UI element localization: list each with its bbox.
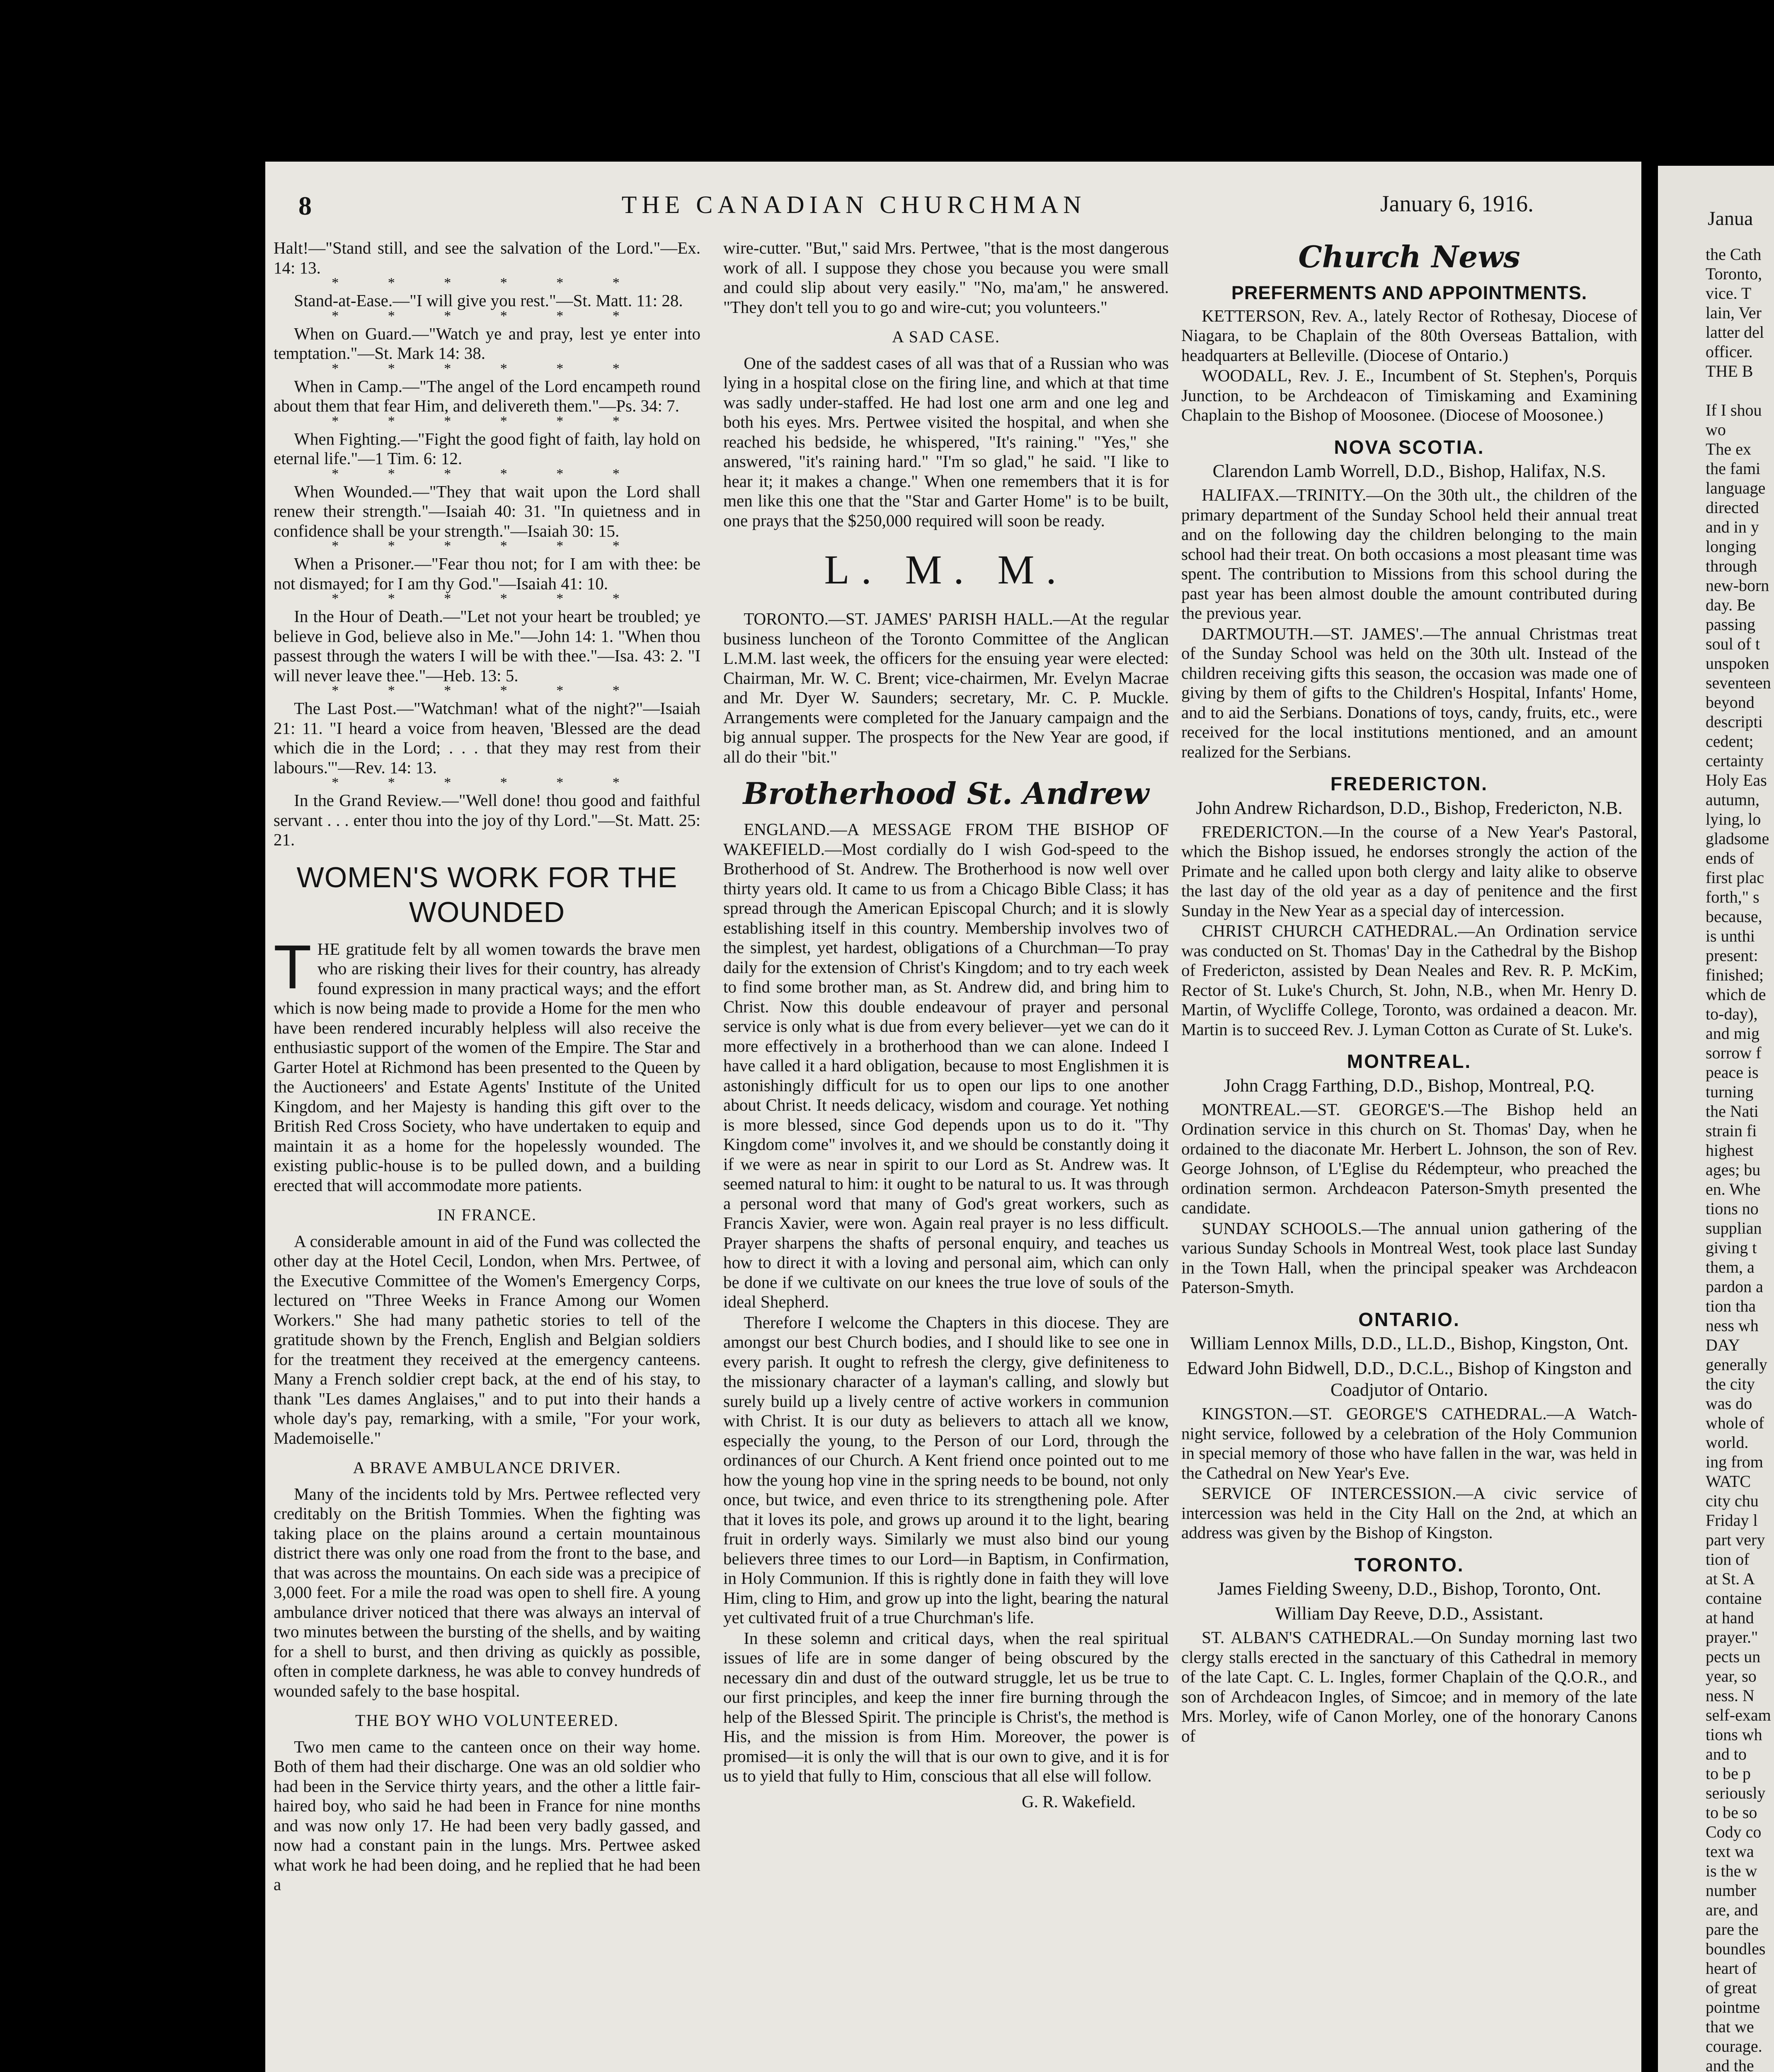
sad-case-paragraph: One of the saddest cases of all was that of a Russian who was lying in a hospital close on the firing line, and which at that time was sadly under-staffed. He had lost one arm and one leg and both his eyes. Mrs. Pertwee visited the hospital, and when she reached his bedside, he whispered, "It's raining." "Yes," she answered, "it's raining hard." "I'm so glad," he said. "I like to hear it; it makes a change." When one remembers that it is for men like this one that the "Star and Garter Home" is to be built, one prays that the $250,000 required will soon be ready.	[723, 353, 1169, 530]
adjacent-line: generally	[1706, 1355, 1767, 1374]
boy-volunteered-heading: THE BOY WHO VOLUNTEERED.	[355, 1711, 619, 1730]
adjacent-line: cedent;	[1706, 732, 1754, 750]
adjacent-page-text	[1706, 244, 1774, 2072]
sad-case-heading: A SAD CASE.	[892, 327, 1000, 346]
star-separator: * * * * * *	[332, 466, 642, 482]
adjacent-line: peace is	[1706, 1063, 1759, 1082]
adjacent-line: year, so	[1706, 1667, 1757, 1685]
adjacent-line: new-born	[1706, 576, 1769, 595]
boy-volunteered-paragraph: Two men came to the canteen once on their way home. Both of them had their discharge. One was an old soldier who had been in the Service thirty years, and the other a little fair-haired boy, who said he had been in France for nine months and was now only 17. He had been very badly gassed, and now had a constant pain in the lungs. Mrs. Pertwee asked what work he had been doing, and he replied that he had been a	[274, 1737, 700, 1894]
fredericton-heading: FREDERICTON.	[1330, 773, 1488, 794]
adjacent-line: descripti	[1706, 712, 1763, 731]
adjacent-line: the Cath	[1706, 245, 1762, 264]
adjacent-line: was do	[1706, 1394, 1752, 1413]
adjacent-line: self-exam	[1706, 1706, 1771, 1724]
star-separator: * * * * * *	[332, 275, 642, 290]
preferment-ketterson: KETTERSON, Rev. A., lately Rector of Rothesay, Diocese of Niagara, to be Chaplain of the 80th Overseas Battalion, with headquarters at Belleville. (Diocese of Ontario.)	[1181, 306, 1637, 365]
fredericton-bishop: John Andrew Richardson, D.D., Bishop, Fredericton, N.B.	[1196, 797, 1623, 818]
adjacent-line: unspoken	[1706, 654, 1769, 673]
ontario-bishop: William Lennox Mills, D.D., LL.D., Bishop, Kingston, Ont.	[1190, 1333, 1629, 1353]
adjacent-line: ness wh	[1706, 1316, 1759, 1335]
adjacent-line: through	[1706, 557, 1757, 575]
verse-0: Halt!—"Stand still, and see the salvation of the Lord."—Ex. 14: 13.	[274, 238, 700, 277]
adjacent-line: supplian	[1706, 1219, 1762, 1237]
adjacent-line: to be so	[1706, 1803, 1757, 1822]
verse-3: When in Camp.—"The angel of the Lord encampeth round about them that fear Him, and delivereth them."—Ps. 34: 7.	[274, 376, 700, 415]
womens-work-paragraph	[274, 932, 700, 1196]
page-header	[274, 191, 1625, 228]
microfilm-border	[0, 0, 1774, 162]
adjacent-line: en. Whe	[1706, 1180, 1761, 1198]
verse-9: In the Grand Review.—"Well done! thou good and faithful servant . . . enter thou into the joy of thy Lord."—St. Matt. 25: 21.	[274, 791, 700, 849]
adjacent-line: tions wh	[1706, 1725, 1762, 1744]
adjacent-line: the fami	[1706, 459, 1761, 478]
adjacent-line: seventeen	[1706, 673, 1771, 692]
adjacent-line: Holy Eas	[1706, 771, 1767, 789]
adjacent-line: WATC	[1706, 1472, 1751, 1491]
adjacent-line: Friday l	[1706, 1511, 1758, 1530]
lmm-paragraph: TORONTO.—ST. JAMES' PARISH HALL.—At the regular business luncheon of the Toronto Committee of the Anglican L.M.M. last week, the officers for the ensuing year were elected: Chairman, Mr. W. C. Brent; vice-chairmen, Mr. Evelyn Macrae and Mr. Dyer W. Saunders; secretary, Mr. C. P. Muckle. Arrangements were completed for the January campaign and the big annual supper. The prospects for the New Year are good, if all do their "bit."	[723, 609, 1169, 766]
womens-work-text: HE gratitude felt by all women towards the brave men who are risking their lives for their country, has already found expression in many practical ways; and the effort which is now being made to provide a Home for the men who have been rendered incurably helpless will also receive the enthusiastic support of the women of the Empire. The Star and Garter Hotel at Richmond has been presented to the Queen by the Auctioneers' and Estate Agents' Institute of the United Kingdom, and her Majesty is handing this gift over to the British Red Cross Society, who have undertaken to equip and maintain it as a home for the hopelessly wounded. The existing public-house is to be pulled down, and a building erected that will accommodate more patients.	[274, 939, 700, 1195]
adjacent-line: and the	[1706, 2056, 1754, 2072]
drop-cap: T	[274, 932, 312, 1002]
column-2	[723, 238, 1169, 2072]
adjacent-line: latter del	[1706, 323, 1764, 341]
montreal-heading: MONTREAL.	[1347, 1051, 1472, 1072]
adjacent-line: text wa	[1706, 1842, 1754, 1861]
adjacent-line: The ex	[1706, 440, 1751, 458]
adjacent-line: autumn,	[1706, 790, 1759, 809]
adjacent-line: pardon a	[1706, 1277, 1763, 1296]
ambulance-driver-paragraph: Many of the incidents told by Mrs. Pertwee reflected very creditably on the British Tommies. When the fighting was taking place on the plains around a certain mountainous district there was only one road from the front to the base, and that was across the mountains. On each side was a precipice of 3,000 feet. For a mile the road was open to shell fire. A young ambulance driver noticed that there was always an interval of two minutes between the bursting of the shells, and by waiting for a shell to burst, and then driving as quickly as possible, often in complete darkness, he was able to convey hundreds of wounded safely to the base hospital.	[274, 1484, 700, 1700]
adjacent-line: of great	[1706, 1978, 1757, 1997]
adjacent-line: officer.	[1706, 342, 1753, 361]
star-separator: * * * * * *	[332, 538, 642, 554]
verse-5: When Wounded.—"They that wait upon the Lord shall renew their strength."—Isaiah 40: 31. "In quietness and in confidence shall be your strength."—Isaiah 30: 15.	[274, 482, 700, 540]
adjacent-line: is the w	[1706, 1861, 1757, 1880]
in-france-heading: IN FRANCE.	[437, 1205, 537, 1224]
star-separator: * * * * * *	[332, 591, 642, 606]
adjacent-line: the Nati	[1706, 1102, 1759, 1121]
adjacent-line: ness. N	[1706, 1686, 1755, 1705]
adjacent-line: passing	[1706, 615, 1755, 634]
adjacent-line: giving t	[1706, 1238, 1757, 1257]
verse-2: When on Guard.—"Watch ye and pray, lest ye enter into temptation."—St. Mark 14: 38.	[274, 324, 700, 363]
adjacent-line: boundles	[1706, 1939, 1766, 1958]
publication-title: THE CANADIAN CHURCHMAN	[621, 191, 1086, 218]
adjacent-line: strain fi	[1706, 1121, 1757, 1140]
verse-8: The Last Post.—"Watchman! what of the night?"—Isaiah 21: 11. "I heard a voice from heaven, 'Blessed are the dead which die in the Lord; . . . that they may rest from their labours.'"—Rev. 14: 13.	[274, 699, 700, 777]
adjacent-line: to-day),	[1706, 1005, 1758, 1023]
dartmouth-paragraph: DARTMOUTH.—ST. JAMES'.—The annual Christmas treat of the Sunday School was held on the 30th ult. Instead of the children receiving gifts this season, the occasion was made one of giving by them of gifts to the Children's Hospital, Infants' Home, and to aid the Serbians. Donations of toys, candy, fruits, etc., were received for the local institutions mentioned, and an amount realized for the Serbians.	[1181, 624, 1637, 761]
adjacent-line: is unthi	[1706, 927, 1755, 945]
adjacent-line: tion tha	[1706, 1297, 1756, 1315]
adjacent-line: whole of	[1706, 1414, 1764, 1432]
montreal-bishop: John Cragg Farthing, D.D., Bishop, Montreal, P.Q.	[1224, 1075, 1595, 1096]
adjacent-line: them, a	[1706, 1258, 1755, 1276]
star-separator: * * * * * *	[332, 683, 642, 698]
star-separator: * * * * * *	[332, 308, 642, 324]
adjacent-line: pointme	[1706, 1998, 1760, 2016]
adjacent-line: Toronto,	[1706, 264, 1762, 283]
continued-paragraph: wire-cutter. "But," said Mrs. Pertwee, "that is the most dangerous work of all. I suppose they chose you because you were small and could slip about very easily." "No, ma'am," he answered. "They don't tell you to go and wire-cut; you volunteers."	[723, 238, 1169, 317]
brotherhood-paragraph-1: ENGLAND.—A MESSAGE FROM THE BISHOP OF WAKEFIELD.—Most cordially do I wish God-speed to the Brotherhood of St. Andrew. The Brotherhood is now well over thirty years old. It came to us from a Chicago Bible Class; it has spread through the American Episcopal Church; and it is slowly establishing itself in this country. Membership involves two of the simplest, yet hardest, obligations of a Churchman—To pray daily for the extension of Christ's Kingdom; and to try each week to find some brother man, as St. Andrew did, and bring him to Christ. Now this double endeavour of prayer and personal service is only what is due from every believer—yet we can do it more effectively in a brotherhood than we can alone. Indeed I have called it a hard obligation, because to most Englishmen it is astonishingly difficult for us to open our lips to one another about Christ. It needs delicacy, wisdom and courage. Yet nothing is more blessed, since God depends upon us to do it. "Thy Kingdom come" involves it, and we should be constantly doing it if we were as near in spirit to our Lord as St. Andrew was. It seemed natural to him: it ought to be natural to us. It was through a personal word that many of God's great workers, such as Francis Xavier, were won. Again real prayer is no less difficult. Prayer sharpens the shafts of personal enquiry, and teaches us how to direct it with a loving and personal aim, which can only be done if we cultivate on our knees the true love of souls of the ideal Shepherd.	[723, 820, 1169, 1311]
brotherhood-paragraph-2: Therefore I welcome the Chapters in this diocese. They are amongst our best Church bodies, and I should like to see one in every parish. It ought to refresh the clergy, give definiteness to the missionary character of a layman's calling, and slowly but surely build up a lively centre of active workers in communion with Christ. It is our duty as believers to attach all we know, especially the young, to the Person of our Lord, through the ordinances of our Church. A Kent friend once pointed out to me how the young hop vine in the spring needs to be bound, not only once, but twice, and even thrice to its strengthening pole. After that it loves its pole, and grows up around it to the light, bearing fruit in orderly ways. Similarly we must also bind our young believers three times to our Lord—in Baptism, in Confirmation, in Holy Communion. If this is rightly done in faith they will love Him, cling to Him, and grow up into the light, bearing the natural yet cultivated fruit of a true Churchman's life.	[723, 1312, 1169, 1627]
nova-scotia-bishop: Clarendon Lamb Worrell, D.D., Bishop, Halifax, N.S.	[1212, 461, 1606, 481]
adjacent-line: part very	[1706, 1530, 1765, 1549]
adjacent-line: and mig	[1706, 1024, 1759, 1043]
lmm-heading: L. M. M.	[824, 547, 1068, 593]
brotherhood-paragraph-3: In these solemn and critical days, when the real spiritual issues of life are in some danger of being obscured by the necessary din and dust of the outward struggle, let us be true to our first principles, and keep the inner fire burning through the help of the Blessed Spirit. The principle is Christ's, the method is His, and the mission is from Him. Moreover, the power is promised—it is only the will that is our own to give, and it is for us to yield that fully to Him, conscious that all else will follow.	[723, 1628, 1169, 1785]
adjacent-line: at hand	[1706, 1608, 1754, 1627]
adjacent-line: turning	[1706, 1082, 1754, 1101]
kingston-paragraph: KINGSTON.—ST. GEORGE'S CATHEDRAL.—A Watch-night service, followed by a celebration of the Holy Communion in special memory of those who have fallen in the war, was held in the Cathedral on New Year's Eve.	[1181, 1404, 1637, 1482]
adjacent-line: ing from	[1706, 1452, 1763, 1471]
adjacent-line: directed	[1706, 498, 1759, 517]
adjacent-line: certainty	[1706, 751, 1764, 770]
halifax-paragraph: HALIFAX.—TRINITY.—On the 30th ult., the children of the primary department of the Sunday School held their annual treat and on the following day the children belonging to the main school had their treat. On both occasions a most pleasant time was spent. The contribution to Missions from this school during the past year has been almost double the amount contributed during the previous year.	[1181, 485, 1637, 622]
star-separator: * * * * * *	[332, 775, 642, 790]
toronto-bishop: James Fielding Sweeny, D.D., Bishop, Toronto, Ont.	[1217, 1578, 1601, 1599]
column-3	[1181, 238, 1637, 2072]
adjacent-line: DAY	[1706, 1336, 1740, 1354]
adjacent-line: that we	[1706, 2017, 1754, 2036]
adjacent-line: number	[1706, 1881, 1757, 1900]
church-news-heading: Church News	[1298, 239, 1520, 274]
ontario-coadjutor: Edward John Bidwell, D.D., D.C.L., Bishop of Kingston and Coadjutor of Ontario.	[1187, 1358, 1632, 1400]
womens-work-heading: WOMEN'S WORK FOR THE WOUNDED	[296, 861, 678, 928]
adjacent-line: longing	[1706, 537, 1757, 556]
adjacent-line: courage.	[1706, 2037, 1762, 2055]
scripture-verses	[274, 238, 700, 850]
adjacent-line: sorrow f	[1706, 1043, 1762, 1062]
adjacent-line: Cody co	[1706, 1823, 1762, 1841]
verse-4: When Fighting.—"Fight the good fight of faith, lay hold on eternal life."—1 Tim. 6: 12.	[274, 429, 700, 468]
adjacent-line: present:	[1706, 946, 1758, 965]
adjacent-line: and to	[1706, 1745, 1747, 1763]
adjacent-line: prayer."	[1706, 1628, 1758, 1646]
adjacent-line: and in y	[1706, 518, 1759, 536]
adjacent-line: lain, Ver	[1706, 303, 1762, 322]
adjacent-line: vice. T	[1706, 284, 1752, 303]
adjacent-line: pare the	[1706, 1920, 1759, 1939]
adjacent-line: day. Be	[1706, 595, 1755, 614]
sunday-schools-paragraph: SUNDAY SCHOOLS.—The annual union gathering of the various Sunday Schools in Montreal West, took place last Sunday in the Town Hall, when the principal speaker was Archdeacon Paterson-Smyth.	[1181, 1218, 1637, 1297]
adjacent-line: pects un	[1706, 1647, 1761, 1666]
adjacent-line: containe	[1706, 1589, 1762, 1607]
verse-7: In the Hour of Death.—"Let not your heart be troubled; ye believe in God, believe also in Me."—John 14: 1. "When thou passest through the waters I will be with thee."—Isa. 43: 2. "I will never leave thee."—Heb. 13: 5.	[274, 607, 700, 685]
star-separator: * * * * * *	[332, 361, 642, 376]
adjacent-line: wo	[1706, 420, 1726, 439]
ontario-heading: ONTARIO.	[1358, 1308, 1460, 1330]
intercession-paragraph: SERVICE OF INTERCESSION.—A civic service of intercession was held in the City Hall on the 2nd, at which an address was given by the Bishop of Kingston.	[1181, 1484, 1637, 1542]
christ-church-paragraph: CHRIST CHURCH CATHEDRAL.—An Ordination service was conducted on St. Thomas' Day in the Cathedral by the Bishop of Fredericton, assisted by Dean Neales and Rev. R. P. McKim, Rector of St. Luke's Church, St. John, N.B., when Mr. Henry D. Martin, of Wycliffe College, Toronto, was ordained a deacon. Mr. Martin is to succeed Rev. J. Lyman Cotton as Curate of St. Luke's.	[1181, 921, 1637, 1039]
montreal-paragraph: MONTREAL.—ST. GEORGE'S.—The Bishop held an Ordination service in this church on St. Thomas' Day, when he ordained to the diaconate Mr. Herbert L. Johnson, the son of Rev. George Johnson, of L'Eglise du Rédempteur, who preached the ordination sermon. Archdeacon Paterson-Smyth presented the candidate.	[1181, 1099, 1637, 1217]
adjacent-line: THE B	[1706, 362, 1753, 380]
page-number: 8	[298, 191, 312, 220]
preferment-woodall: WOODALL, Rev. J. E., Incumbent of St. Stephen's, Porquis Junction, to be Archdeacon of Timiskaming and Examining Chaplain to the Bishop of Moosonee. (Diocese of Moosonee.)	[1181, 366, 1637, 424]
ambulance-driver-heading: A BRAVE AMBULANCE DRIVER.	[353, 1458, 621, 1477]
toronto-heading: TORONTO.	[1354, 1554, 1464, 1576]
adjacent-line: which de	[1706, 985, 1766, 1004]
adjacent-line: highest	[1706, 1141, 1754, 1159]
adjacent-line: If I shou	[1706, 401, 1762, 419]
in-france-paragraph: A considerable amount in aid of the Fund was collected the other day at the Hotel Cecil, London, when Mrs. Pertwee, of the Executive Committee of the Women's Emergency Corps, lectured on "Three Weeks in France Among our Women Workers." She had many pathetic stories to tell of the gratitude shown by the French, English and Belgian soldiers for the treatment they received at the emergency canteens. Many a French soldier crept back, at the end of his stay, to thank "Les dames Anglaises," and to put into their hands a whole day's pay, remarking, with a smile, "For your work, Mademoiselle."	[274, 1231, 700, 1447]
toronto-assistant: William Day Reeve, D.D., Assistant.	[1275, 1603, 1544, 1624]
adjacent-line: gladsome	[1706, 829, 1769, 848]
adjacent-line: to be p	[1706, 1764, 1751, 1783]
verse-6: When a Prisoner.—"Fear thou not; for I am with thee: be not dismayed; for I am thy God."—Isaiah 41: 10.	[274, 554, 700, 593]
issue-date: January 6, 1916.	[1380, 191, 1534, 217]
adjacent-line: ages; bu	[1706, 1160, 1761, 1179]
adjacent-line: at St. A	[1706, 1569, 1755, 1588]
signature: G. R. Wakefield.	[1022, 1791, 1136, 1811]
adjacent-line: city chu	[1706, 1491, 1759, 1510]
adjacent-line: world.	[1706, 1433, 1749, 1452]
adjacent-line: ends of	[1706, 849, 1754, 867]
adjacent-line: tions no	[1706, 1199, 1759, 1218]
adjacent-line: beyond	[1706, 693, 1755, 712]
adjacent-page-fragment	[1658, 166, 1774, 2072]
adjacent-line: tion of	[1706, 1550, 1750, 1569]
adjacent-line: the city	[1706, 1375, 1755, 1393]
adjacent-line	[1706, 381, 1774, 400]
verse-1: Stand-at-Ease.—"I will give you rest."—St. Matt. 11: 28.	[294, 291, 683, 310]
adjacent-line: heart of	[1706, 1959, 1757, 1978]
preferments-heading: PREFERMENTS AND APPOINTMENTS.	[1231, 282, 1587, 303]
adjacent-line: lying, lo	[1706, 810, 1761, 828]
brotherhood-heading: Brotherhood St. Andrew	[743, 776, 1149, 811]
st-albans-paragraph: ST. ALBAN'S CATHEDRAL.—On Sunday morning last two clergy stalls erected in the sanctuary of this Cathedral in memory of the late Capt. C. L. Ingles, former Chaplain of the Q.O.R., and son of Archdeacon Ingles, of Simcoe; and in memory of the late Mrs. Morley, wife of Canon Morley, one of the honorary Canons of	[1181, 1628, 1637, 1745]
column-1	[274, 238, 700, 2072]
star-separator: * * * * * *	[332, 413, 642, 429]
adjacent-page-header: Janua	[1708, 208, 1753, 230]
adjacent-line: because,	[1706, 907, 1762, 926]
adjacent-line: finished;	[1706, 966, 1764, 984]
adjacent-line: are, and	[1706, 1900, 1758, 1919]
adjacent-line: forth," s	[1706, 888, 1759, 906]
nova-scotia-heading: NOVA SCOTIA.	[1334, 436, 1485, 458]
adjacent-line: language	[1706, 479, 1766, 497]
adjacent-line: soul of t	[1706, 634, 1760, 653]
fredericton-paragraph: FREDERICTON.—In the course of a New Year's Pastoral, which the Bishop issued, he endorses strongly the action of the Primate and he called upon both clergy and laity alike to observe the last day of the old year as a day of penitence and the first Sunday in the New Year as a special day of intercession.	[1181, 822, 1637, 920]
adjacent-line: seriously	[1706, 1784, 1766, 1802]
adjacent-line: first plac	[1706, 868, 1764, 887]
